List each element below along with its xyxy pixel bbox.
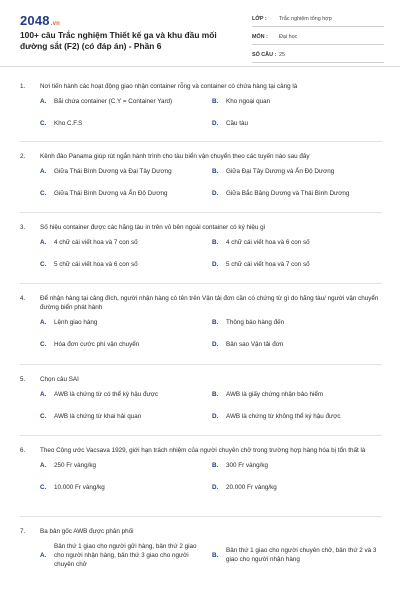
divider [20, 212, 382, 213]
question-prompt: Số hiệu container được các hãng tàu in trên vỏ bên ngoài container có ký hiệu gì [40, 224, 266, 231]
option-letter: A. [40, 239, 47, 246]
option-letter: A. [40, 168, 47, 175]
question-text [20, 223, 382, 232]
question-prompt: Nơi tiến hành các hoạt động giao nhận container rỗng và container có chứa hàng tại cảng là [40, 83, 298, 90]
divider [20, 283, 382, 284]
option-text: Giữa Thái Bình Dương và Đại Tây Dương [54, 168, 172, 175]
meta-row-class [252, 12, 384, 27]
question-number: 2. [20, 153, 26, 160]
option-text: 5 chữ cái viết hoa và 7 con số [226, 261, 310, 268]
option-a[interactable] [40, 318, 210, 327]
option-text: Bãi chứa container (C.Y = Container Yard) [54, 98, 173, 105]
option-a[interactable] [40, 390, 210, 399]
question-number: 5. [20, 376, 26, 383]
option-a[interactable] [40, 238, 210, 247]
options [20, 97, 382, 137]
option-letter: B. [212, 98, 219, 105]
meta-panel [252, 12, 384, 63]
options [20, 542, 382, 582]
question-5 [20, 375, 382, 430]
question-4 [20, 294, 382, 358]
option-text: 20.000 Fr vàng/kg [226, 484, 277, 491]
option-text: Cầu tàu [226, 120, 249, 127]
question-text [20, 152, 382, 161]
option-text: Thông báo hàng đến [226, 319, 285, 326]
option-c[interactable] [40, 189, 210, 198]
question-text [20, 527, 382, 536]
question-2 [20, 152, 382, 207]
option-letter: B. [212, 391, 219, 398]
option-letter: A. [40, 98, 47, 105]
option-text: 4 chữ cái viết hoa và 6 con số [226, 239, 310, 246]
option-text: AWB là giấy chứng nhận bảo hiểm [226, 391, 324, 398]
option-a[interactable] [40, 97, 210, 106]
option-b[interactable] [212, 238, 382, 247]
meta-row-count [252, 48, 384, 63]
option-c[interactable] [40, 483, 210, 492]
option-text: 10.000 Fr vàng/kg [54, 484, 105, 491]
option-letter: B. [212, 239, 219, 246]
option-text: 250 Fr vàng/kg [54, 462, 97, 469]
question-number: 4. [20, 295, 26, 302]
option-text: AWB là chứng từ khai hải quan [54, 413, 142, 420]
option-letter: B. [212, 168, 219, 175]
option-letter: A. [40, 391, 47, 398]
option-b[interactable] [212, 546, 384, 564]
divider [20, 516, 382, 517]
option-text: Kho ngoại quan [226, 98, 271, 105]
meta-label: MÔN : [252, 34, 268, 40]
option-letter: C. [40, 261, 47, 268]
option-letter: D. [212, 413, 219, 420]
options [20, 390, 382, 430]
options [20, 461, 382, 501]
option-d[interactable] [212, 260, 382, 269]
option-letter: B. [212, 462, 219, 469]
option-text: AWB là chứng từ không thể ký hậu được [226, 413, 341, 420]
option-text: AWB là chứng từ có thể ký hậu được [54, 391, 159, 398]
option-b[interactable] [212, 318, 382, 327]
option-d[interactable] [212, 340, 382, 349]
option-letter: C. [40, 190, 47, 197]
options [20, 238, 382, 278]
question-prompt: Để nhận hàng tại cảng đích, người nhận hàng có tên trên Vận tải đơn cần có chứng từ gì do hãng tàu/ người vận chuyển đường biển phát hành [40, 295, 379, 311]
divider [20, 435, 382, 436]
option-letter: C. [40, 341, 47, 348]
option-text: Hóa đơn cước phí vận chuyển [54, 341, 140, 348]
meta-value: Đại học [279, 34, 298, 40]
option-letter: D. [212, 484, 219, 491]
option-letter: C. [40, 413, 47, 420]
option-letter: B. [212, 319, 219, 326]
option-letter: B. [212, 552, 219, 559]
options [20, 318, 382, 358]
question-prompt: Ba bản gốc AWB được phân phối [40, 528, 134, 535]
meta-value: Trắc nghiệm tổng hợp [279, 16, 332, 22]
option-text: Kho C.F.S [54, 120, 83, 127]
question-6 [20, 446, 382, 501]
divider [20, 364, 382, 365]
logo-text: 2048 [20, 13, 50, 28]
options [20, 167, 382, 207]
option-a[interactable] [40, 461, 210, 470]
option-letter: A. [40, 319, 47, 326]
option-c[interactable] [40, 260, 210, 269]
question-3 [20, 223, 382, 278]
question-7 [20, 527, 382, 582]
question-text [20, 82, 382, 91]
logo-suffix: .vn [50, 21, 61, 27]
option-text: Giữa Đại Tây Dương và Ấn Độ Dương [226, 168, 335, 175]
question-text [20, 294, 382, 312]
question-prompt: Kênh đào Panama giúp rút ngắn hành trình cho tàu biển vận chuyển theo các tuyến nào sau đây [40, 153, 310, 160]
option-text: Giữa Bắc Băng Dương và Thái Bình Dương [226, 190, 350, 197]
option-c[interactable] [40, 119, 210, 128]
question-prompt: Theo Công ước Vacsava 1929, giới hạn trách nhiệm của người chuyên chở trong trường hợp hàng hóa bị tổn thất là [40, 447, 366, 454]
question-number: 7. [20, 528, 26, 535]
option-d[interactable] [212, 483, 382, 492]
option-letter: C. [40, 120, 47, 127]
option-letter: C. [40, 484, 47, 491]
question-1 [20, 82, 382, 137]
option-text: 300 Fr vàng/kg [226, 462, 269, 469]
option-letter: D. [212, 341, 219, 348]
option-b[interactable] [212, 97, 382, 106]
meta-label: LỚP : [252, 16, 267, 22]
option-c[interactable] [40, 412, 210, 421]
question-number: 3. [20, 224, 26, 231]
option-a[interactable] [40, 542, 206, 569]
option-letter: A. [40, 462, 47, 469]
site-logo[interactable] [20, 13, 60, 28]
option-b[interactable] [212, 390, 382, 399]
option-b[interactable] [212, 167, 382, 176]
question-prompt: Chọn câu SAI [40, 376, 79, 383]
question-number: 6. [20, 447, 26, 454]
option-d[interactable] [212, 412, 382, 421]
option-text: 4 chữ cái viết hoa và 7 con số [54, 239, 138, 246]
option-letter: A. [40, 552, 47, 559]
option-text: Bản thứ 1 giao cho người chuyên chở, bản thứ 2 và 3 giao cho người nhận hàng [226, 547, 377, 563]
question-text [20, 446, 382, 455]
option-text: Lệnh giao hàng [54, 319, 98, 326]
document-title: 100+ câu Trắc nghiệm Thiết kế ga và khu đầu mối đường sắt (F2) (có đáp án) - Phần 6 [20, 30, 217, 51]
option-text: 5 chữ cái viết hoa và 6 con số [54, 261, 138, 268]
question-number: 1. [20, 83, 26, 90]
option-b[interactable] [212, 461, 382, 470]
option-d[interactable] [212, 189, 382, 198]
meta-row-subject [252, 30, 384, 45]
page-header [0, 0, 400, 67]
divider [20, 141, 382, 142]
option-text: Bản thứ 1 giao cho người gửi hàng, bản thứ 2 giao cho người nhận hàng, bản thứ 3 giao cho người chuyên chở [54, 543, 197, 568]
option-text: Bản sao Vận tải đơn [226, 341, 284, 348]
question-text [20, 375, 382, 384]
meta-label: SỐ CÂU : [252, 52, 277, 58]
option-letter: D. [212, 120, 219, 127]
option-d[interactable] [212, 119, 382, 128]
option-letter: D. [212, 261, 219, 268]
option-a[interactable] [40, 167, 210, 176]
option-c[interactable] [40, 340, 210, 349]
option-text: Giữa Thái Bình Dương và Ấn Độ Dương [54, 190, 168, 197]
option-letter: D. [212, 190, 219, 197]
meta-value: 25 [279, 52, 285, 58]
